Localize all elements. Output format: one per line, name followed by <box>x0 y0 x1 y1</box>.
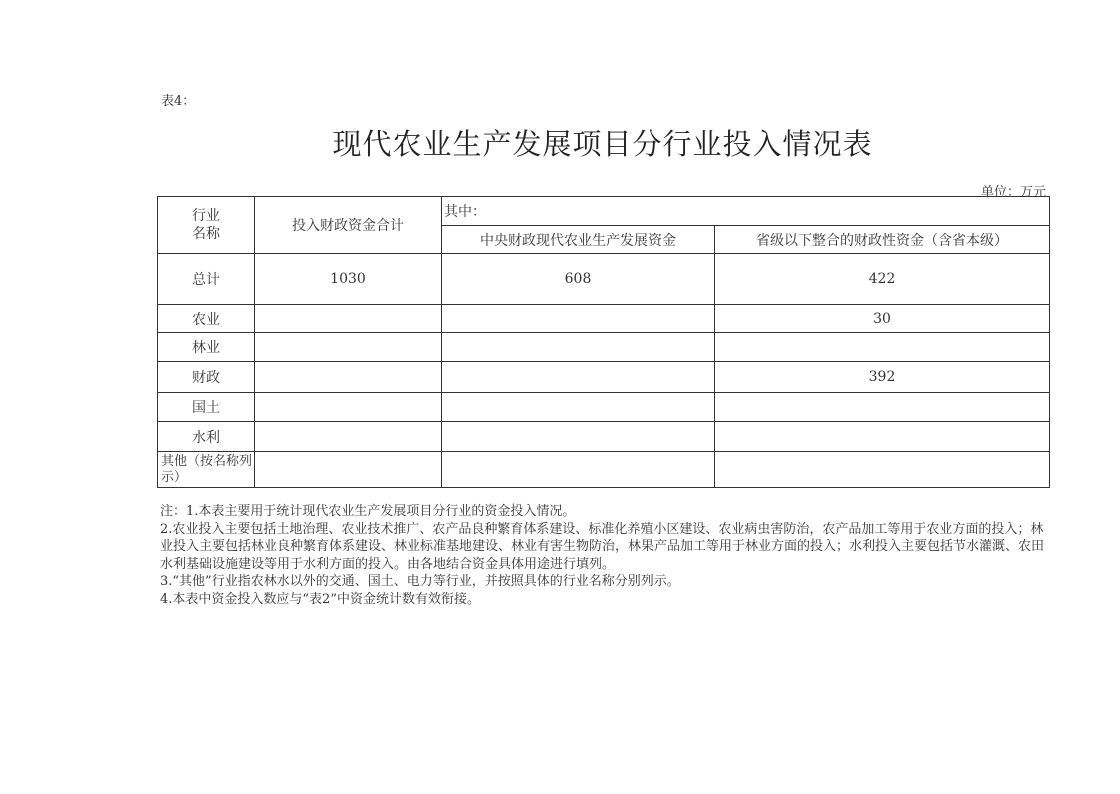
row-central: 608 <box>442 254 715 305</box>
row-total <box>255 362 442 393</box>
table-number-label: 表4： <box>161 94 196 109</box>
row-provincial <box>715 333 1050 362</box>
note-1: 注：1.本表主要用于统计现代农业生产发展项目分行业的资金投入情况。 <box>160 504 576 519</box>
header-central-funds: 中央财政现代农业生产发展资金 <box>442 226 715 254</box>
row-name: 水利 <box>158 422 255 452</box>
row-provincial: 422 <box>715 254 1050 305</box>
row-central <box>442 362 715 393</box>
row-name: 林业 <box>158 333 255 362</box>
table-row <box>158 452 1050 488</box>
header-of-which: 其中： <box>442 197 1050 226</box>
note-3: 3.“其他”行业指农林水以外的交通、国土、电力等行业，并按照具体的行业名称分别列示。 <box>160 574 680 589</box>
row-provincial: 30 <box>715 305 1050 333</box>
row-provincial: 392 <box>715 362 1050 393</box>
table-row <box>158 422 1050 452</box>
row-total: 1030 <box>255 254 442 305</box>
table-row <box>158 393 1050 422</box>
notes-section <box>160 503 1055 608</box>
row-central <box>442 333 715 362</box>
table-row <box>158 305 1050 333</box>
row-name: 财政 <box>158 362 255 393</box>
row-total <box>255 422 442 452</box>
row-central <box>442 305 715 333</box>
row-total <box>255 305 442 333</box>
note-2: 2.农业投入主要包括土地治理、农业技术推广、农产品良种繁育体系建设、标准化养殖小区建设、农业病虫害防治，农产品加工等用于农业方面的投入；林业投入主要包括林业良种繁育体系建设、林业标准基地建设、林业有害生物防治，林果产品加工等用于林业方面的投入；水利投入主要包括节水灌溉、农田水利基础设施建设等用于水利方面的投入。由各地结合资金具体用途进行填列。 <box>160 521 1045 572</box>
row-total <box>255 452 442 488</box>
row-central <box>442 393 715 422</box>
header-total-investment: 投入财政资金合计 <box>255 197 442 254</box>
table-row <box>158 254 1050 305</box>
document-title: 现代农业生产发展项目分行业投入情况表 <box>332 127 873 161</box>
row-name: 总计 <box>158 254 255 305</box>
row-name: 农业 <box>158 305 255 333</box>
row-provincial <box>715 452 1050 488</box>
row-provincial <box>715 393 1050 422</box>
row-provincial <box>715 422 1050 452</box>
row-name: 其他（按名称列示） <box>158 452 255 488</box>
note-4: 4.本表中资金投入数应与“表2”中资金统计数有效衔接。 <box>160 591 480 607</box>
row-central <box>442 452 715 488</box>
unit-label: 单位：万元 <box>980 185 1046 200</box>
row-total <box>255 333 442 362</box>
row-central <box>442 422 715 452</box>
row-total <box>255 393 442 422</box>
header-industry-name: 行业 名称 <box>158 197 255 254</box>
header-provincial-funds: 省级以下整合的财政性资金（含省本级） <box>715 226 1050 254</box>
row-name: 国土 <box>158 393 255 422</box>
investment-table <box>157 196 1050 488</box>
table-row <box>158 362 1050 393</box>
table-row <box>158 333 1050 362</box>
